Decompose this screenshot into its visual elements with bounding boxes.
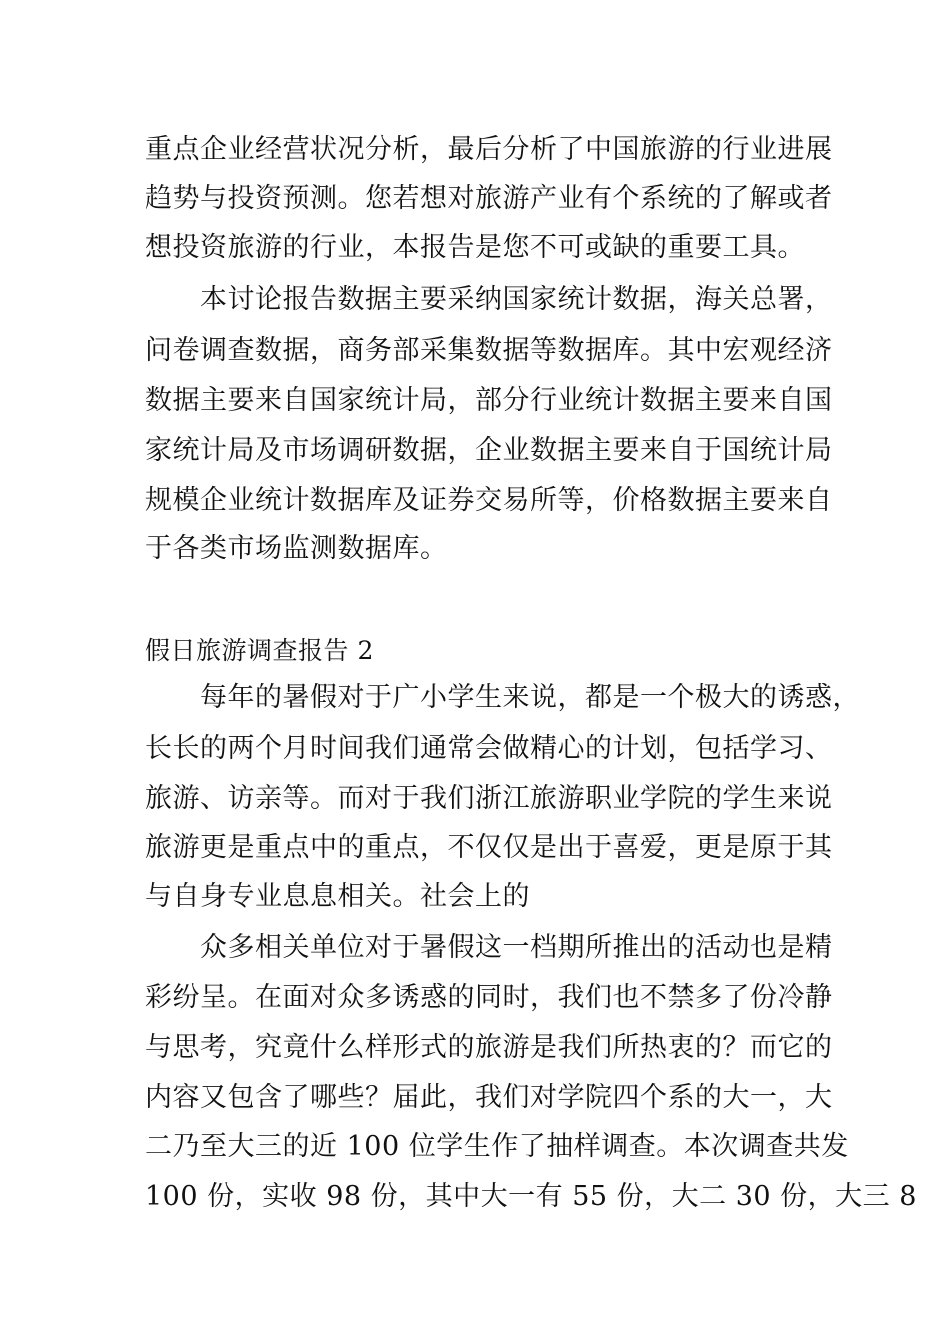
paragraph-line: 彩纷呈。在面对众多诱惑的同时，我们也不禁多了份冷静 bbox=[145, 982, 833, 1013]
paragraph-line: 规模企业统计数据库及证券交易所等，价格数据主要来自 bbox=[145, 485, 833, 516]
paragraph-line: 与自身专业息息相关。社会上的 bbox=[145, 881, 530, 912]
paragraph-line: 与思考，究竟什么样形式的旅游是我们所热衷的？而它的 bbox=[145, 1032, 833, 1063]
paragraph-line: 本讨论报告数据主要采纳国家统计数据，海关总署， bbox=[200, 284, 833, 315]
paragraph-line: 长长的两个月时间我们通常会做精心的计划，包括学习、 bbox=[145, 733, 833, 764]
paragraph-line: 内容又包含了哪些？届此，我们对学院四个系的大一，大 bbox=[145, 1082, 833, 1113]
paragraph-line: 旅游、访亲等。而对于我们浙江旅游职业学院的学生来说 bbox=[145, 783, 833, 814]
section-heading: 假日旅游调查报告 2 bbox=[145, 636, 374, 665]
paragraph-line: 想投资旅游的行业，本报告是您不可或缺的重要工具。 bbox=[145, 232, 805, 263]
paragraph-line: 每年的暑假对于广小学生来说，都是一个极大的诱惑， bbox=[200, 682, 860, 713]
paragraph-line: 家统计局及市场调研数据，企业数据主要来自于国统计局 bbox=[145, 435, 833, 466]
paragraph-line: 于各类市场监测数据库。 bbox=[145, 533, 448, 564]
paragraph-line: 重点企业经营状况分析，最后分析了中国旅游的行业进展 bbox=[145, 134, 833, 165]
paragraph-line: 众多相关单位对于暑假这一档期所推出的活动也是精 bbox=[200, 932, 833, 963]
paragraph-line: 二乃至大三的近 100 位学生作了抽样调查。本次调查共发 bbox=[145, 1131, 849, 1162]
paragraph-line: 100 份，实收 98 份，其中大一有 55 份，大二 30 份，大三 8 bbox=[145, 1181, 917, 1212]
paragraph-line: 趋势与投资预测。您若想对旅游产业有个系统的了解或者 bbox=[145, 183, 833, 214]
paragraph-line: 数据主要来自国家统计局，部分行业统计数据主要来自国 bbox=[145, 385, 833, 416]
paragraph-line: 旅游更是重点中的重点，不仅仅是出于喜爱，更是原于其 bbox=[145, 832, 833, 863]
paragraph-line: 问卷调查数据，商务部采集数据等数据库。其中宏观经济 bbox=[145, 335, 833, 366]
